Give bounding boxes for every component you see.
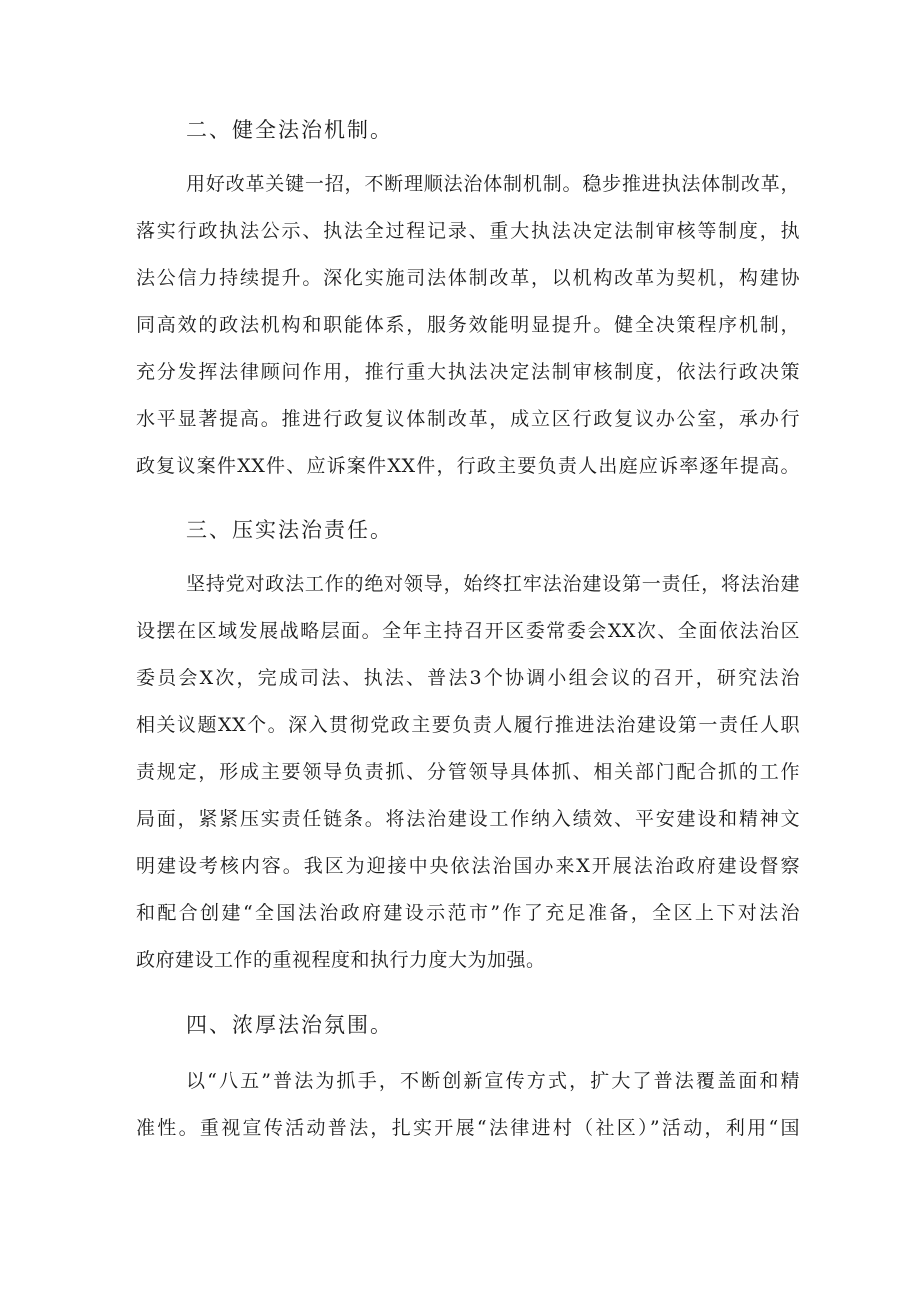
paragraph-line: 和配合创建“全国法治政府建设示范市”作了充足准备，全区上下对法治 — [136, 902, 800, 924]
paragraph-line: 落实行政执法公示、执法全过程记录、重大执法决定法制审核等制度，执 — [136, 220, 800, 242]
section-heading-2: 二、健全法治机制。 — [186, 118, 393, 142]
paragraph-line: 坚持党对政法工作的绝对领导，始终扛牢法治建设第一责任，将法治建 — [186, 573, 800, 595]
paragraph-line: 委员会X次，完成司法、执法、普法3个协调小组会议的召开，研究法治 — [136, 667, 800, 689]
section-heading-3: 三、压实法治责任。 — [186, 518, 393, 542]
paragraph-line: 设摆在区域发展战略层面。全年主持召开区委常委会XX次、全面依法治区 — [136, 620, 800, 642]
section-heading-4: 四、浓厚法治氛围。 — [186, 1013, 393, 1037]
paragraph-line: 准性。重视宣传活动普法，扎实开展“法律进村（社区）”活动，利用“国 — [136, 1117, 800, 1139]
paragraph-line: 同高效的政法机构和职能体系，服务效能明显提升。健全决策程序机制， — [136, 314, 800, 336]
paragraph-line: 明建设考核内容。我区为迎接中央依法治国办来X开展法治政府建设督察 — [136, 855, 800, 877]
paragraph-line: 充分发挥法律顾问作用，推行重大执法决定法制审核制度，依法行政决策 — [136, 361, 800, 383]
paragraph-line: 局面，紧紧压实责任链条。将法治建设工作纳入绩效、平安建设和精神文 — [136, 808, 800, 830]
paragraph-line: 政府建设工作的重视程度和执行力度大为加强。 — [136, 949, 546, 971]
paragraph-line: 用好改革关键一招，不断理顺法治体制机制。稳步推进执法体制改革， — [186, 173, 800, 195]
paragraph-line: 相关议题XX个。深入贯彻党政主要负责人履行推进法治建设第一责任人职 — [136, 714, 800, 736]
paragraph-line: 水平显著提高。推进行政复议体制改革，成立区行政复议办公室，承办行 — [136, 408, 800, 430]
paragraph-line: 以“八五”普法为抓手，不断创新宣传方式，扩大了普法覆盖面和精 — [186, 1070, 800, 1092]
paragraph-line: 法公信力持续提升。深化实施司法体制改革，以机构改革为契机，构建协 — [136, 267, 800, 289]
paragraph-line: 政复议案件XX件、应诉案件XX件，行政主要负责人出庭应诉率逐年提高。 — [136, 455, 800, 477]
paragraph-line: 责规定，形成主要领导负责抓、分管领导具体抓、相关部门配合抓的工作 — [136, 761, 800, 783]
